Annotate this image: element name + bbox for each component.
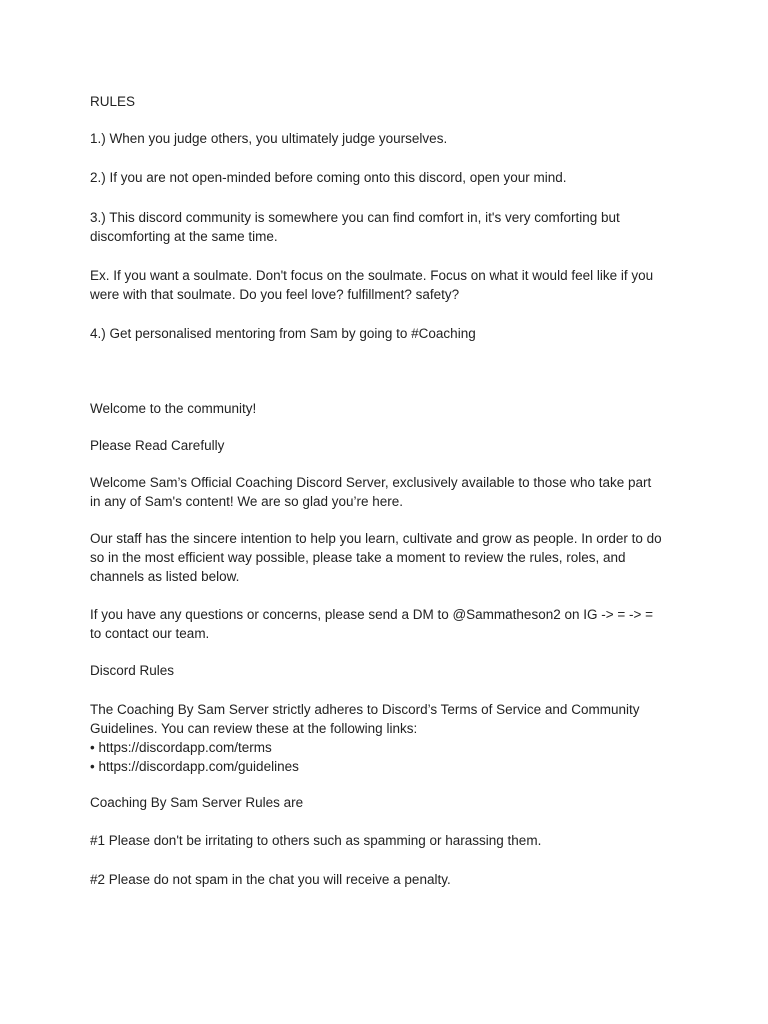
rule-4-text: 4.) Get personalised mentoring from Sam by going to #Coaching — [90, 326, 476, 341]
welcome-line — [90, 399, 690, 418]
rule-3-line-2: discomforting at the same time. — [90, 229, 278, 244]
server-rules-heading — [90, 793, 690, 812]
questions-paragraph — [90, 605, 690, 643]
questions-line-1: If you have any questions or concerns, please send a DM to @Sammatheson2 on IG -> = -> = — [90, 607, 654, 622]
discord-rules-heading — [90, 661, 690, 680]
server-rule-1 — [90, 831, 690, 850]
welcome-server-paragraph — [90, 473, 690, 511]
example-line-2: were with that soulmate. Do you feel love? fulfillment? safety? — [90, 287, 460, 302]
adheres-line-1: The Coaching By Sam Server strictly adheres to Discord’s Terms of Service and Community — [90, 702, 640, 717]
server-rule-2 — [90, 870, 690, 889]
example-paragraph — [90, 266, 690, 304]
rules-heading — [90, 92, 690, 111]
welcome-server-line-1: Welcome Sam’s Official Coaching Discord Server, exclusively available to those who take part — [90, 475, 652, 490]
link-guidelines: • https://discordapp.com/guidelines — [90, 759, 299, 774]
staff-line-3: channels as listed below. — [90, 569, 240, 584]
rule-1-text: 1.) When you judge others, you ultimately judge yourselves. — [90, 131, 448, 146]
rule-3-line-1: 3.) This discord community is somewhere you can find comfort in, it's very comforting but — [90, 210, 620, 225]
adheres-line-2: Guidelines. You can review these at the following links: — [90, 721, 418, 736]
rule-2 — [90, 168, 690, 187]
staff-line-1: Our staff has the sincere intention to help you learn, cultivate and grow as people. In order to do — [90, 531, 662, 546]
server-rule-1-text: #1 Please don't be irritating to others such as spamming or harassing them. — [90, 833, 542, 848]
discord-rules-heading-text: Discord Rules — [90, 663, 175, 678]
rules-heading-text: RULES — [90, 94, 136, 109]
read-carefully-text: Please Read Carefully — [90, 438, 225, 453]
welcome-server-line-2: in any of Sam's content! We are so glad you’re here. — [90, 494, 403, 509]
rule-1 — [90, 129, 690, 148]
staff-paragraph — [90, 529, 690, 586]
welcome-text: Welcome to the community! — [90, 401, 257, 416]
read-carefully — [90, 436, 690, 455]
example-line-1: Ex. If you want a soulmate. Don't focus on the soulmate. Focus on what it would feel like if you — [90, 268, 654, 283]
adheres-paragraph — [90, 700, 690, 776]
questions-line-2: to contact our team. — [90, 626, 210, 641]
link-terms: • https://discordapp.com/terms — [90, 740, 272, 755]
server-rule-2-text: #2 Please do not spam in the chat you will receive a penalty. — [90, 872, 451, 887]
rule-3 — [90, 208, 690, 246]
rule-4 — [90, 324, 690, 343]
staff-line-2: so in the most efficient way possible, please take a moment to review the rules, roles, and — [90, 550, 626, 565]
server-rules-heading-text: Coaching By Sam Server Rules are — [90, 795, 304, 810]
rule-2-text: 2.) If you are not open-minded before coming onto this discord, open your mind. — [90, 170, 567, 185]
